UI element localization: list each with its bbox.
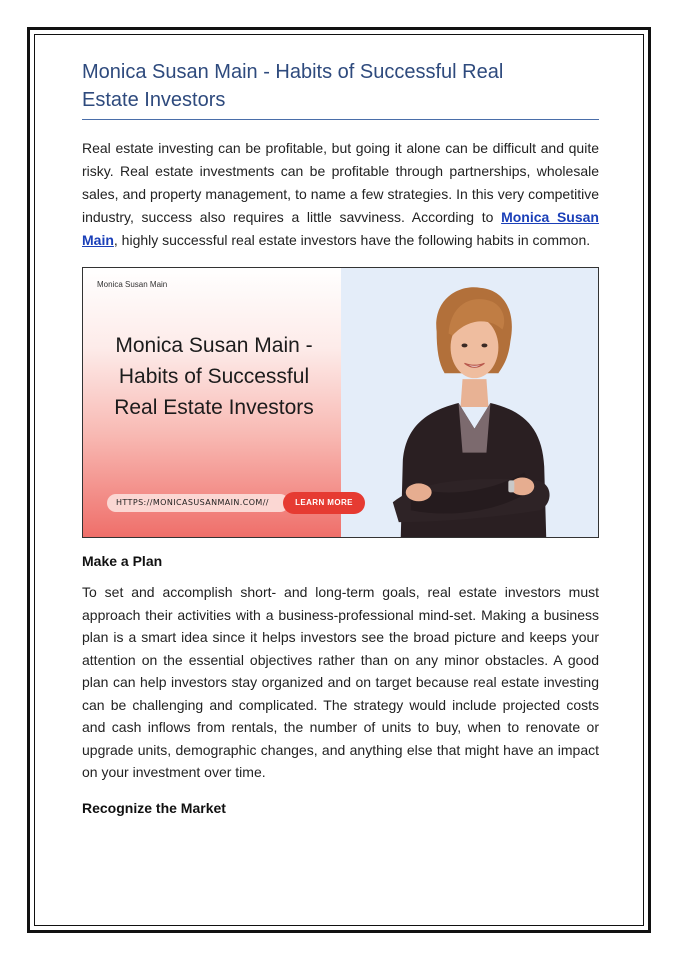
section-body-make-a-plan: To set and accomplish short- and long-term goals, real estate investors must approach their activities with a business-professional mind-set. Making a business plan is a smart idea since it helps investors see the broad picture and keeps your attention on the essential objectives rather than on any minor obstacles. A good plan can help investors stay organized and on target because real estate investing can be challenging and complicated. The strategy would include projected costs and cash inflows from rentals, the number of units to buy, when to renovate or upgrade units, demographic changes, and anything else that might have an impact on your investment over time. (82, 584, 599, 780)
section-heading-recognize-the-market: Recognize the Market (82, 799, 226, 816)
intro-text-end: , highly successful real estate investors have the following habits in common. (113, 232, 591, 248)
banner-image (82, 267, 599, 538)
intro-paragraph (82, 137, 599, 252)
document-content (82, 58, 599, 816)
banner-heading: Monica Susan Main - Habits of Successful Real Estate Investors (114, 334, 314, 419)
learn-more-button: LEARN MORE (283, 492, 365, 514)
portrait-photo (341, 268, 598, 537)
banner-url-pill: HTTPS://MONICASUSANMAIN.COM// (107, 494, 289, 512)
author-link[interactable]: Monica Susan Main (82, 209, 599, 248)
banner-brand-label: Monica Susan Main (97, 280, 168, 289)
banner-right-panel (341, 268, 598, 537)
section-heading-make-a-plan: Make a Plan (82, 553, 163, 569)
document-title: Monica Susan Main - Habits of Successful Real Estate Investors (82, 61, 504, 111)
intro-text-start: Real estate investing can be profitable, but going it alone can be difficult and quite risky. Real estate investments can be profitable through partnerships, wholesale sales, and property management, to name a few strategies. In this very competitive industry, success also requires a little savviness. According to (82, 140, 599, 225)
title-underline (82, 119, 599, 120)
